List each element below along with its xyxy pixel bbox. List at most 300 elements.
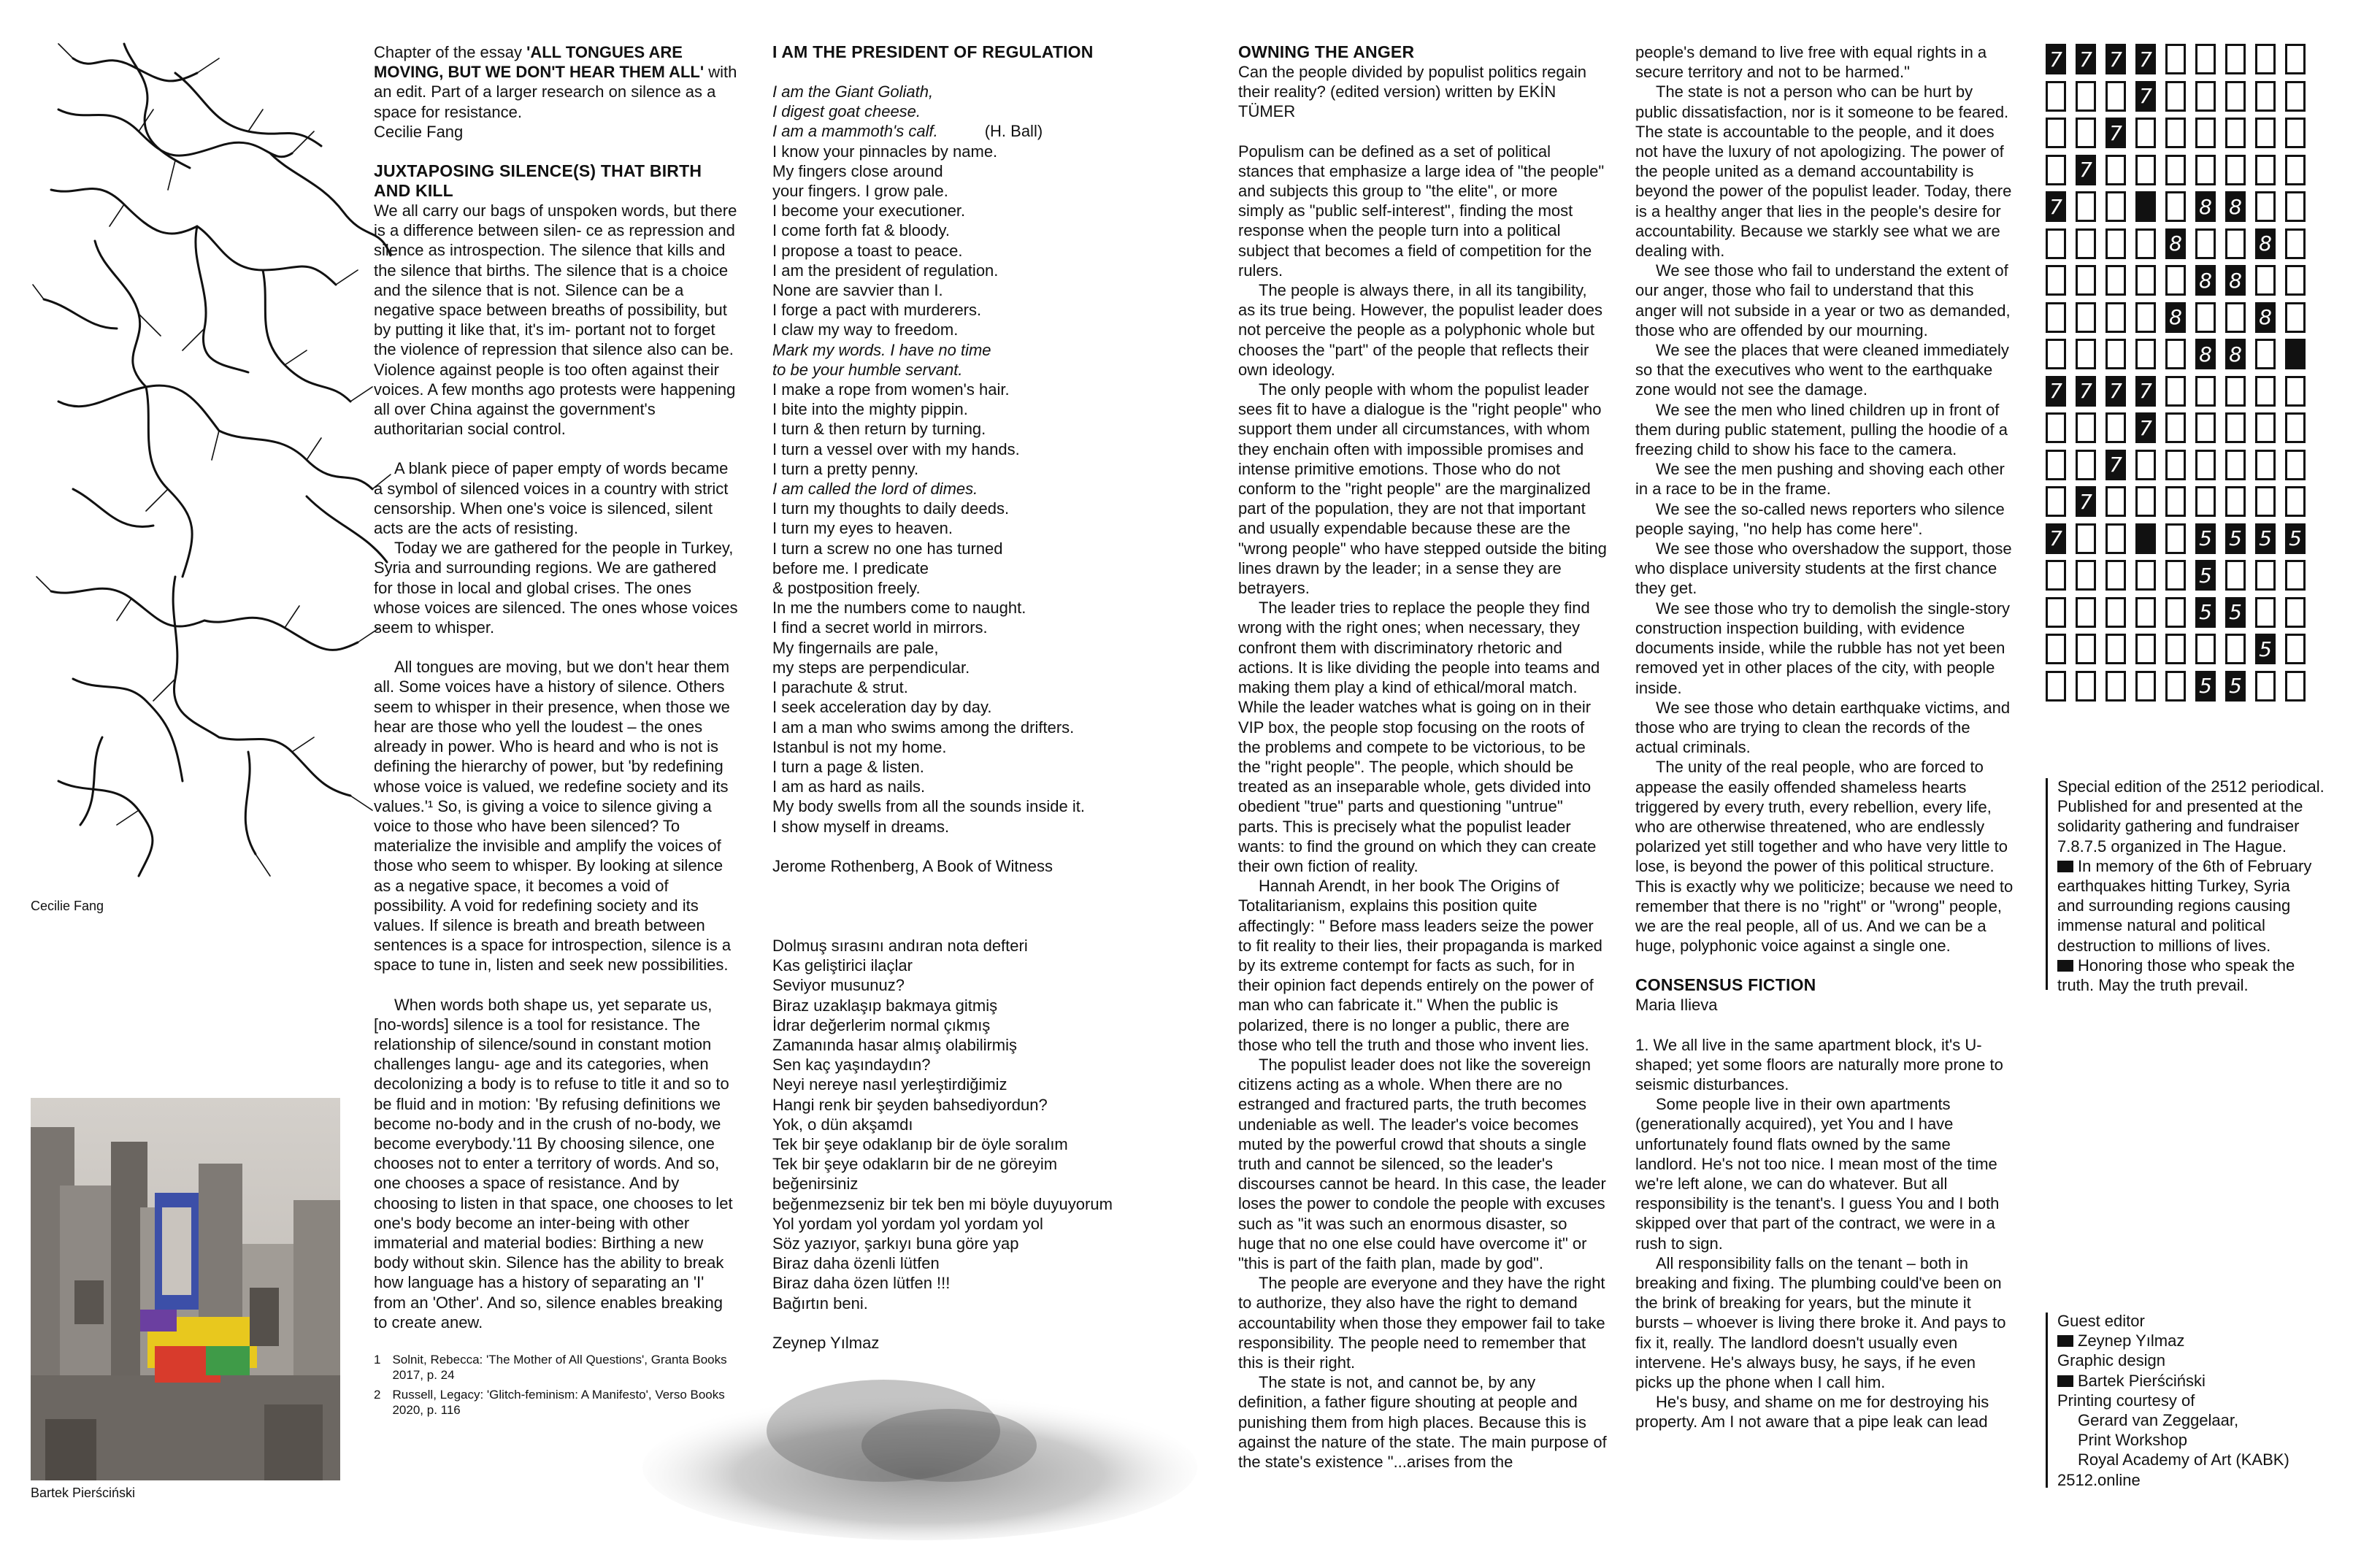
grid-cell bbox=[2285, 118, 2306, 148]
grid-cell bbox=[2046, 671, 2066, 702]
grid-cell bbox=[2105, 523, 2126, 554]
poem-heading: I AM THE PRESIDENT OF REGULATION bbox=[772, 42, 1094, 61]
article-author: Maria Ilieva bbox=[1635, 996, 1718, 1015]
grid-cell bbox=[2076, 228, 2096, 259]
grid-cell bbox=[2135, 486, 2156, 517]
grid-cell bbox=[2105, 376, 2126, 407]
grid-cell bbox=[2135, 228, 2156, 259]
grid-cell bbox=[2046, 486, 2066, 517]
grid-cell bbox=[2255, 486, 2276, 517]
bullet-square bbox=[2057, 960, 2073, 972]
grid-cell bbox=[2225, 265, 2246, 296]
grid-cell bbox=[2255, 671, 2276, 702]
bullet-square bbox=[2057, 1335, 2073, 1347]
grid-cell bbox=[2046, 450, 2066, 480]
grid-digit: 5 bbox=[2199, 563, 2212, 588]
grid-cell bbox=[2225, 376, 2246, 407]
grid-cell bbox=[2076, 412, 2096, 443]
article-heading: CONSENSUS FICTION bbox=[1635, 975, 1816, 995]
grid-digit: 7 bbox=[2109, 47, 2122, 72]
bullet-square bbox=[2057, 1375, 2073, 1387]
grid-cell bbox=[2046, 81, 2066, 112]
grid-cell bbox=[2285, 597, 2306, 628]
article-subtitle: Can the people divided by populist politics regain their reality? (edited version) written by EKİN TÜMER bbox=[1238, 63, 1586, 121]
grid-cell bbox=[2225, 671, 2246, 702]
poem-line: Zamanında hasar almış olabilirmiş bbox=[772, 1036, 1018, 1055]
column-turkish-poem bbox=[772, 936, 1181, 1353]
epigraph-credit: (H. Ball) bbox=[984, 122, 1043, 141]
info-line: immense natural and political bbox=[2057, 916, 2265, 935]
grid-cell bbox=[2225, 486, 2246, 517]
grid-digit: 7 bbox=[2049, 47, 2062, 72]
grid-cell bbox=[2225, 597, 2246, 628]
epigraph-text: I am a mammoth's calf. bbox=[772, 122, 938, 141]
grid-digit: 7 bbox=[2139, 379, 2152, 403]
grid-cell bbox=[2225, 302, 2246, 333]
poem-line: I come forth fat & bloody. bbox=[772, 221, 950, 240]
grid-cell bbox=[2255, 339, 2276, 369]
grid-cell bbox=[2105, 155, 2126, 185]
poem-credit: Jerome Rothenberg, A Book of Witness bbox=[772, 856, 1053, 875]
grid-cell bbox=[2135, 523, 2156, 554]
article-paragraph: The state is not, and cannot be, by any definition, a father figure shouting at people and punishing them from high places. Because this is against the nature of the state. The main purpose of the state's existence "...arises from the bbox=[1238, 1373, 1607, 1472]
poem-line: Sen kaç yaşındaydın? bbox=[772, 1056, 931, 1075]
grid-row bbox=[2046, 228, 2306, 259]
grid-cell bbox=[2165, 412, 2186, 443]
grid-cell bbox=[2135, 81, 2156, 112]
grid-cell bbox=[2046, 155, 2066, 185]
grid-cell bbox=[2076, 191, 2096, 222]
grid-digit: 5 bbox=[2229, 526, 2242, 550]
poem-line: Tek bir şeye odaklanıp bir de öyle soralım bbox=[772, 1135, 1068, 1154]
grid-cell bbox=[2076, 376, 2096, 407]
poem-line: I am as hard as nails. bbox=[772, 777, 926, 796]
grid-cell bbox=[2285, 302, 2306, 333]
credit-line: Guest editor bbox=[2057, 1312, 2145, 1330]
grid-cell bbox=[2135, 671, 2156, 702]
grid-cell bbox=[2076, 81, 2096, 112]
ruin-photo bbox=[31, 1098, 340, 1480]
tree-illustration bbox=[29, 22, 394, 898]
grid-cell bbox=[2285, 44, 2306, 74]
article-paragraph: Some people live in their own apartments (generationally acquired), yet You and I have unfortunately found flats owned by the same landlord. He's not too nice. I mean most of the time we're left alone, we can do whatever. But all responsibility is the tenant's. I guess You and I both skipped over that part of the contract, we were in a rush to sign. bbox=[1635, 1095, 2000, 1253]
grid-cell bbox=[2285, 486, 2306, 517]
grid-digit: 5 bbox=[2259, 637, 2272, 661]
grid-cell bbox=[2285, 450, 2306, 480]
grid-digit: 5 bbox=[2229, 674, 2242, 698]
grid-digit: 8 bbox=[2199, 342, 2212, 366]
grid-cell bbox=[2135, 634, 2156, 664]
epigraph-line: I digest goat cheese. bbox=[772, 102, 921, 121]
grid-digit: 7 bbox=[2049, 194, 2062, 219]
poem-line: My fingernails are pale, bbox=[772, 638, 939, 657]
poem-line: I propose a toast to peace. bbox=[772, 241, 963, 260]
column-poems bbox=[772, 42, 1181, 876]
grid-cell bbox=[2105, 560, 2126, 591]
credits bbox=[2057, 1311, 2371, 1490]
grid-cell bbox=[2195, 412, 2216, 443]
grid-cell bbox=[2105, 81, 2126, 112]
article-paragraph: The people is always there, in all its tangibility, as its true being. However, the populist leader does not perceive the people as a polyphonic whole but chooses the "part" of the people that reflects their own ideology. bbox=[1238, 281, 1602, 379]
grid-cell bbox=[2255, 191, 2276, 222]
grid-cell bbox=[2195, 671, 2216, 702]
article-paragraph: The people are everyone and they have the right to authorize, they also have the right to demand accountability when those they empower fail to take responsibility. The people need to remember that this is their right. bbox=[1238, 1274, 1605, 1372]
essay-title: 'ALL TONGUES ARE MOVING, BUT WE DON'T HEAR THEM ALL' bbox=[374, 43, 705, 82]
grid-cell bbox=[2105, 265, 2126, 296]
epigraph-line: I am the Giant Goliath, bbox=[772, 82, 934, 101]
poem-line: Biraz daha özen lütfen !!! bbox=[772, 1274, 951, 1293]
info-text: In memory of the 6th of February bbox=[2078, 856, 2312, 875]
grid-cell bbox=[2105, 634, 2126, 664]
grid-cell bbox=[2255, 228, 2276, 259]
poem-line: I turn a pretty penny. bbox=[772, 459, 919, 478]
photo-caption: Bartek Pierściński bbox=[31, 1486, 136, 1500]
poem-line: None are savvier than I. bbox=[772, 281, 943, 300]
grid-digit: 7 bbox=[2079, 158, 2092, 182]
grid-cell bbox=[2165, 634, 2186, 664]
grid-cell bbox=[2046, 523, 2066, 554]
grid-cell bbox=[2285, 523, 2306, 554]
grid-cell bbox=[2076, 118, 2096, 148]
poem-line: In me the numbers come to naught. bbox=[772, 599, 1026, 618]
article-paragraph: The populist leader does not like the sovereign citizens acting as a whole. When there are no estranged and fractured parts, the truth becomes undeniable as well. The leader's voice becomes muted by the powerful crowd that shouts a single truth and cannot be silenced, so the leader's discourses cannot be heard. In this case, the leader loses the power to condole the people with excuses such as "it was such an enormous disaster, so huge that no one else could have overcome it" or "this is part of the faith plan, made by god". bbox=[1238, 1055, 1606, 1272]
info-line: earthquakes hitting Turkey, Syria bbox=[2057, 877, 2290, 896]
grid-cell bbox=[2105, 339, 2126, 369]
poem-line: I turn my thoughts to daily deeds. bbox=[772, 499, 1010, 518]
poem-line: I forge a pact with murderers. bbox=[772, 301, 982, 320]
grid-cell bbox=[2255, 634, 2276, 664]
grid-cell bbox=[2255, 155, 2276, 185]
poem-line: I turn a page & listen. bbox=[772, 757, 924, 776]
grid-cell bbox=[2105, 450, 2126, 480]
intro-text-end: with an edit. Part of a larger research on silence as a space for resistance. bbox=[374, 63, 737, 121]
edition-info bbox=[2057, 777, 2371, 995]
grid-cell bbox=[2225, 560, 2246, 591]
grid-cell bbox=[2285, 191, 2306, 222]
grid-digit: 7 bbox=[2079, 379, 2092, 403]
info-line: 7.8.7.5 organized in The Hague. bbox=[2057, 837, 2287, 856]
bullet-square bbox=[2057, 861, 2073, 872]
grid-digit: 5 bbox=[2259, 526, 2272, 550]
grid-cell bbox=[2046, 597, 2066, 628]
poem-line: I make a rope from women's hair. bbox=[772, 380, 1010, 399]
grid-cell bbox=[2225, 118, 2246, 148]
article-paragraph: We see the men who lined children up in front of them during public statement, pulling the hoodie of a freezing child to show his face to the camera. bbox=[1635, 400, 2008, 459]
article-paragraph: We see those who overshadow the support, those who displace university students at the first chance they get. bbox=[1635, 539, 2012, 598]
poem-line: Yol yordam yol yordam yol yordam yol bbox=[772, 1214, 1043, 1233]
grid-digit: 8 bbox=[2259, 231, 2272, 255]
grid-cell bbox=[2076, 265, 2096, 296]
grid-cell bbox=[2046, 339, 2066, 369]
grid-cell bbox=[2105, 118, 2126, 148]
grid-cell bbox=[2105, 228, 2126, 259]
poem-line: I claw my way to freedom. bbox=[772, 320, 959, 339]
grid-cell bbox=[2195, 81, 2216, 112]
info-text: Honoring those who speak the bbox=[2078, 956, 2295, 975]
grid-cell bbox=[2046, 44, 2066, 74]
grid-cell bbox=[2285, 634, 2306, 664]
grid-cell bbox=[2255, 376, 2276, 407]
grid-digit: 7 bbox=[2139, 415, 2152, 440]
credit-text: Bartek Pierściński bbox=[2078, 1371, 2206, 1390]
grid-digit: 8 bbox=[2259, 305, 2272, 329]
article-paragraph: We see those who try to demolish the single-story construction inspection building, with evidence documents inside, while the rubble has not yet been removed yet in other places of the city, with people inside. bbox=[1635, 599, 2011, 697]
grid-cell bbox=[2195, 191, 2216, 222]
grid-cell bbox=[2076, 634, 2096, 664]
poem-line: I turn & then return by turning. bbox=[772, 420, 986, 439]
grid-digit: 8 bbox=[2229, 342, 2242, 366]
grid-digit: 5 bbox=[2229, 600, 2242, 624]
grid-cell bbox=[2285, 412, 2306, 443]
grid-cell bbox=[2105, 302, 2126, 333]
grid-cell bbox=[2165, 597, 2186, 628]
grid-cell bbox=[2285, 376, 2306, 407]
grid-row bbox=[2046, 81, 2306, 112]
grid-cell bbox=[2225, 339, 2246, 369]
poem-line: I am called the lord of dimes. bbox=[772, 480, 978, 499]
poem-line: Bağırtın beni. bbox=[772, 1294, 868, 1313]
grid-cell bbox=[2165, 302, 2186, 333]
grid-cell bbox=[2135, 155, 2156, 185]
column-continued bbox=[1635, 42, 2014, 1432]
poem-line: Neyi nereye nasıl yerleştirdiğimiz bbox=[772, 1075, 1007, 1094]
grid-cell bbox=[2285, 81, 2306, 112]
info-line: Special edition of the 2512 periodical. bbox=[2057, 777, 2325, 796]
credit-line bbox=[2057, 1371, 2371, 1391]
info-line: Published for and presented at the bbox=[2057, 797, 2303, 816]
grid-digit: 8 bbox=[2229, 194, 2242, 219]
article-paragraph: 1. We all live in the same apartment block, it's U-shaped; yet some floors are naturally more prone to seismic disturbances. bbox=[1635, 1035, 2003, 1094]
grid-digit: 8 bbox=[2169, 305, 2182, 329]
grid-cell bbox=[2225, 634, 2246, 664]
grid-cell bbox=[2285, 671, 2306, 702]
grid-cell bbox=[2165, 265, 2186, 296]
article-paragraph: He's busy, and shame on me for destroying his property. Am I not aware that a pipe leak can lead bbox=[1635, 1393, 1989, 1432]
grid-cell bbox=[2046, 118, 2066, 148]
grid-cell bbox=[2285, 560, 2306, 591]
article-heading: OWNING THE ANGER bbox=[1238, 42, 1415, 61]
grid-cell bbox=[2285, 155, 2306, 185]
info-rule bbox=[2046, 778, 2048, 990]
grid-row bbox=[2046, 634, 2306, 664]
grid-cell bbox=[2165, 376, 2186, 407]
grid-row bbox=[2046, 191, 2306, 222]
credit-line: Graphic design bbox=[2057, 1351, 2165, 1370]
grid-cell bbox=[2046, 302, 2066, 333]
grid-cell bbox=[2225, 523, 2246, 554]
poem-line: I bite into the mighty pippin. bbox=[772, 400, 968, 419]
grid-cell bbox=[2195, 523, 2216, 554]
poem-line: I turn my eyes to heaven. bbox=[772, 519, 953, 538]
credit-line: Royal Academy of Art (KABK) bbox=[2078, 1450, 2289, 1469]
poem-line: Biraz uzaklaşıp bakmaya gitmiş bbox=[772, 996, 998, 1015]
grid-row bbox=[2046, 265, 2306, 296]
article-paragraph: The state is not a person who can be hurt by public dissatisfaction, nor is it someone to be feared. The state is accountable to the people, and it does not have the luxury of not apologizing. The power of the people united as a demand accountability is beyond the power of the populist leader. Today, there is a healthy anger that lies in the people's desire for accountability. Because we starkly see what we are dealing with. bbox=[1635, 82, 2012, 261]
essay-paragraph: When words both shape us, yet separate us, [no-words] silence is a tool for resistance. The relationship of silence/sound in constant motion challenges langu- age and its categories, when decolonizing a body is to refuse to title it and so to be fluid and in motion: 'By refusing definitions we become no-body and in the crush of no-body, we become everybody.'11 By choosing silence, one chooses not to enter a territory of words. And so, one chooses a space of resistance. And by choosing to listen in that space, one chooses to let one's body become an inter-being with other immaterial and material bodies: Birthing a new body without skin. Silence has the ability to break how language has a history of separating an 'I' from an 'Other'. And so, silence enables breaking to create anew. bbox=[374, 995, 733, 1331]
grid-cell bbox=[2076, 302, 2096, 333]
epigraph-line bbox=[772, 121, 1181, 141]
grid-cell bbox=[2135, 450, 2156, 480]
grid-cell bbox=[2255, 265, 2276, 296]
footnote-number: 2 bbox=[374, 1387, 381, 1402]
grid-digit: 8 bbox=[2169, 231, 2182, 255]
grid-cell bbox=[2165, 191, 2186, 222]
grid-cell bbox=[2195, 560, 2216, 591]
grid-cell bbox=[2046, 265, 2066, 296]
grid-cell bbox=[2135, 597, 2156, 628]
footnote-text: Russell, Legacy: 'Glitch-feminism: A Manifesto', Verso Books 2020, p. 116 bbox=[392, 1387, 725, 1417]
poem-line: Hangi renk bir şeyden bahsediyordun? bbox=[772, 1095, 1048, 1114]
grid-cell bbox=[2135, 44, 2156, 74]
grid-digit: 5 bbox=[2199, 526, 2212, 550]
grid-digit: 7 bbox=[2139, 84, 2152, 108]
grid-cell bbox=[2195, 376, 2216, 407]
essay-paragraph: Today we are gathered for the people in Turkey, Syria and surrounding regions. We are gathered for those in local and global crises. The ones whose voices are silenced. The ones whose voices seem to whisper. bbox=[374, 539, 738, 637]
footnote-number: 1 bbox=[374, 1352, 381, 1367]
grid-cell bbox=[2165, 44, 2186, 74]
grid-digit: 7 bbox=[2109, 120, 2122, 145]
poem-line: İdrar değerlerim normal çıkmış bbox=[772, 1015, 991, 1034]
grid-cell bbox=[2195, 486, 2216, 517]
grid-cell bbox=[2165, 560, 2186, 591]
grid-row bbox=[2046, 155, 2306, 185]
poem-line: Tek bir şeye odakların bir de ne göreyim bbox=[772, 1155, 1058, 1174]
grid-cell bbox=[2165, 155, 2186, 185]
info-line bbox=[2057, 956, 2371, 975]
intro-text: Chapter of the essay bbox=[374, 43, 527, 61]
credit-text: Zeynep Yılmaz bbox=[2078, 1331, 2185, 1350]
poem-line: I am a man who swims among the drifters. bbox=[772, 718, 1075, 737]
credit-line: 2512.online bbox=[2057, 1470, 2141, 1489]
grid-cell bbox=[2135, 265, 2156, 296]
poem-line: your fingers. I grow pale. bbox=[772, 182, 948, 201]
essay-paragraph: A blank piece of paper empty of words became a symbol of silenced voices in a country with strict censorship. When one's voice is silenced, silent acts are the acts of resisting. bbox=[374, 459, 729, 538]
grid-cell bbox=[2046, 560, 2066, 591]
article-paragraph: All responsibility falls on the tenant – both in breaking and fixing. The plumbing could've been on the brink of breaking for years, but the minute it bursts – whoever is living there broke it. And pays to fix it, really. The landlord doesn't usually even intervene. He's always busy, he says, if he even picks up the phone when I call him. bbox=[1635, 1253, 2006, 1391]
article-paragraph: Populism can be defined as a set of political stances that emphasize a large idea of "the people" and subjects this group to "the elite", or more simply as "public self-interest", finding the most response when the people turn into a political subject that becomes a field of competition for the rulers. bbox=[1238, 142, 1605, 280]
grid-digit: 7 bbox=[2049, 526, 2062, 550]
grid-row bbox=[2046, 376, 2306, 407]
article-paragraph: The leader tries to replace the people they find wrong with the right ones; when necessary, they confront them with discriminatory rhetoric and actions. It is like dividing the people into teams and making them play a kind of ethical/moral match. While the leader watches what is going on in their VIP box, the people stop focusing on the roots of the problems and compete to be victorious, to be the "right people". The people, which should be treated as an inseparable whole, gets divided into obedient "true" parts and questioning "untrue" parts. This is precisely what the populist leader wants: to find the ground on which they can create their own fiction of reality. bbox=[1238, 599, 1600, 875]
credit-line bbox=[2057, 1331, 2371, 1350]
grid-cell bbox=[2255, 44, 2276, 74]
footnotes bbox=[374, 1352, 739, 1418]
article-paragraph: We see the so-called news reporters who silence people saying, "no help has come here". bbox=[1635, 499, 2005, 538]
poem-line: to be your humble servant. bbox=[772, 360, 963, 379]
poem-line: I know your pinnacles by name. bbox=[772, 142, 998, 161]
footnote bbox=[374, 1352, 739, 1383]
grid-cell bbox=[2046, 412, 2066, 443]
grid-cell bbox=[2076, 671, 2096, 702]
grid-digit: 5 bbox=[2199, 674, 2212, 698]
grid-cell bbox=[2105, 412, 2126, 443]
grid-digit: 8 bbox=[2199, 194, 2212, 219]
grid-row bbox=[2046, 118, 2306, 148]
grid-digit: 8 bbox=[2199, 268, 2212, 293]
column-owning-anger bbox=[1238, 42, 1607, 1472]
grid-cell bbox=[2076, 155, 2096, 185]
grid-row bbox=[2046, 560, 2306, 591]
grid-cell bbox=[2076, 339, 2096, 369]
grid-cell bbox=[2225, 81, 2246, 112]
poem-line: I turn a screw no one has turned bbox=[772, 539, 1003, 558]
grid-cell bbox=[2165, 81, 2186, 112]
article-paragraph: We see those who fail to understand the extent of our anger, those who fail to understand that this anger will not subside in a year or two as demanded, those who are offended by our mourning. bbox=[1635, 261, 2011, 339]
grid-row bbox=[2046, 412, 2306, 443]
grid-cell bbox=[2165, 450, 2186, 480]
grid-digit: 7 bbox=[2079, 489, 2092, 514]
grid-row bbox=[2046, 486, 2306, 517]
grid-cell bbox=[2195, 634, 2216, 664]
grid-cell bbox=[2195, 302, 2216, 333]
poem-line: Yok, o dün akşamdı bbox=[772, 1115, 913, 1134]
essay-author: Cecilie Fang bbox=[374, 122, 464, 141]
grid-cell bbox=[2225, 412, 2246, 443]
article-paragraph: people's demand to live free with equal rights in a secure territory and not to be harmed." bbox=[1635, 43, 1987, 82]
grid-cell bbox=[2195, 44, 2216, 74]
article-paragraph: The only people with whom the populist leader sees fit to have a dialogue is the "right people" who support them under all circumstances, with whom they enchain often with impossible promises and intense primitive emotions. Those who do not conform to the "right people" are the marginalized part of the population, they are not that important and usually expendable because these are the "wrong people" who have stepped outside the biting lines drawn by the leader; in a sense they are betrayers. bbox=[1238, 380, 1607, 598]
grid-digit: 7 bbox=[2109, 453, 2122, 477]
info-line bbox=[2057, 856, 2371, 876]
poem-line: I seek acceleration day by day. bbox=[772, 698, 992, 717]
poem-line: I am the president of regulation. bbox=[772, 261, 999, 280]
grid-cell bbox=[2165, 486, 2186, 517]
grid-cell bbox=[2225, 191, 2246, 222]
poem-line: Biraz daha özenli lütfen bbox=[772, 1254, 940, 1273]
poem-credit: Zeynep Yılmaz bbox=[772, 1333, 880, 1352]
info-line: solidarity gathering and fundraiser bbox=[2057, 817, 2300, 836]
grid-cell bbox=[2195, 597, 2216, 628]
grid-cell bbox=[2255, 450, 2276, 480]
grid-cell bbox=[2285, 265, 2306, 296]
grid-cell bbox=[2165, 339, 2186, 369]
grid-row bbox=[2046, 302, 2306, 333]
poem-line: I show myself in dreams. bbox=[772, 817, 950, 836]
footnote bbox=[374, 1387, 739, 1418]
essay-heading: JUXTAPOSING SILENCE(S) THAT BIRTH AND KILL bbox=[374, 161, 702, 201]
grid-cell bbox=[2255, 523, 2276, 554]
poem-line: Dolmuş sırasını andıran nota defteri bbox=[772, 937, 1028, 955]
grid-cell bbox=[2076, 44, 2096, 74]
article-paragraph: We see the places that were cleaned immediately so that the executives who went to the earthquake zone would not see the damage. bbox=[1635, 341, 2009, 399]
grid-digit: 5 bbox=[2199, 600, 2212, 624]
poem-line: beğenmezseniz bir tek ben mi böyle duyuyorum bbox=[772, 1194, 1113, 1213]
grid-row bbox=[2046, 450, 2306, 480]
grid-cell bbox=[2076, 450, 2096, 480]
grid-cell bbox=[2195, 155, 2216, 185]
article-paragraph: Hannah Arendt, in her book The Origins of Totalitarianism, explains this position quite affectingly: " Before mass leaders seize the power to fit reality to their lies, their propaganda is marked by its extreme contempt for facts as such, for in their opinion fact depends entirely on the power of man who can fabricate it." When the public is polarized, there is no longer a public, there are those who tell the truth and those who invent lies. bbox=[1238, 877, 1602, 1054]
poem-line: I find a secret world in mirrors. bbox=[772, 618, 988, 637]
grid-cell bbox=[2135, 339, 2156, 369]
grid-row bbox=[2046, 597, 2306, 628]
poem-line: I become your executioner. bbox=[772, 201, 966, 220]
column-essay bbox=[374, 42, 739, 1422]
grid-digit: 7 bbox=[2139, 47, 2152, 72]
grid-cell bbox=[2135, 560, 2156, 591]
credits-rule bbox=[2046, 1313, 2048, 1488]
grid-digit: 5 bbox=[2289, 526, 2302, 550]
grid-cell bbox=[2285, 228, 2306, 259]
grid-cell bbox=[2105, 44, 2126, 74]
grid-cell bbox=[2225, 450, 2246, 480]
grid-cell bbox=[2135, 118, 2156, 148]
grid-cell bbox=[2135, 376, 2156, 407]
poem-line: My fingers close around bbox=[772, 161, 943, 180]
poem-line: before me. I predicate bbox=[772, 558, 929, 577]
grid-cell bbox=[2076, 597, 2096, 628]
grid-cell bbox=[2165, 523, 2186, 554]
grid-digit: 7 bbox=[2049, 379, 2062, 403]
